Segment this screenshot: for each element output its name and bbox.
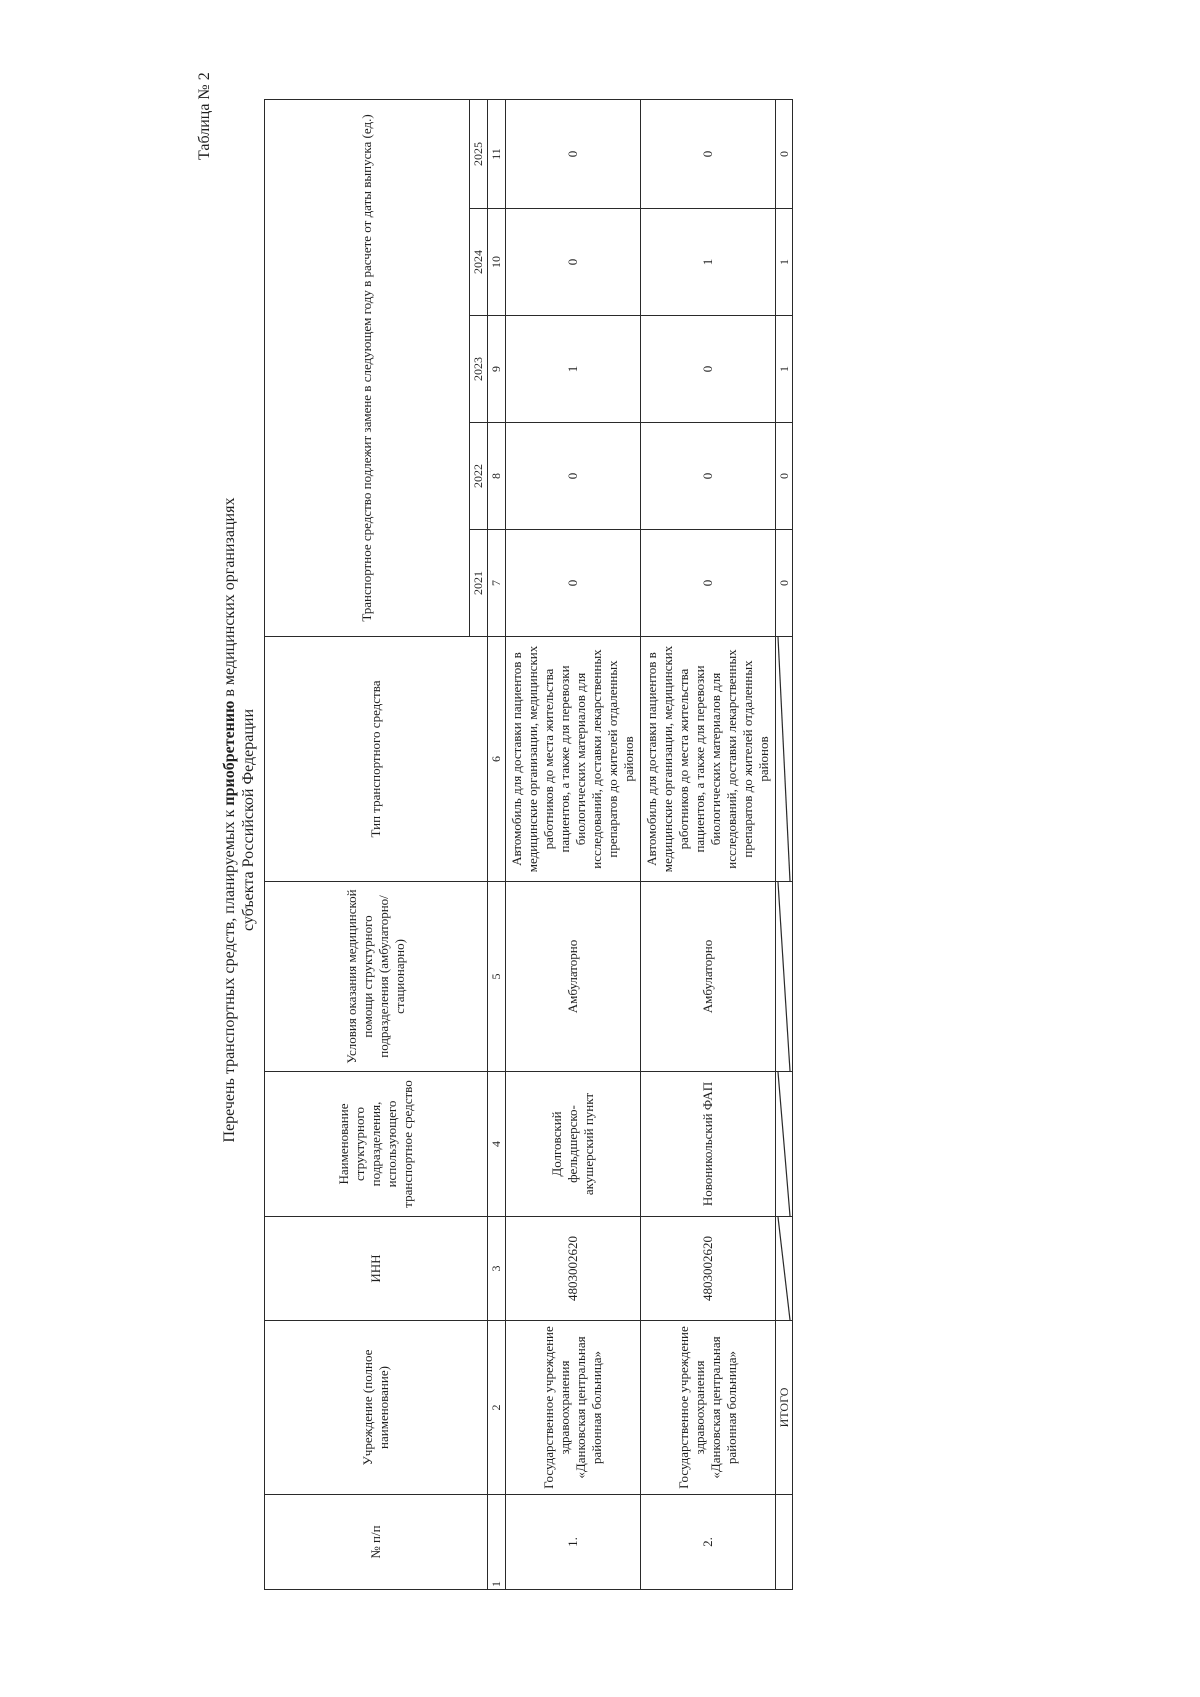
row-institution: Государственное учреждение здравоохранения «Данковская центральная районная больница»: [641, 1321, 776, 1495]
column-number: 6: [488, 637, 506, 882]
header-vehicle-type: Тип транспортного средства: [265, 637, 488, 882]
column-number: 11: [488, 100, 506, 209]
year-header: 2024: [470, 209, 488, 316]
total-crossed-cell: [776, 882, 793, 1072]
row-num: 2.: [641, 1495, 776, 1590]
row-value-2023: 1: [506, 316, 641, 423]
row-value-2025: 0: [641, 100, 776, 209]
strikethrough-line: [777, 1072, 791, 1216]
column-numbers-row: [488, 100, 506, 1590]
strikethrough-line: [777, 637, 791, 881]
column-number: 2: [488, 1321, 506, 1495]
title-part1: Перечень транспортных средств, планируемых к: [221, 805, 238, 1143]
row-value-2022: 0: [641, 423, 776, 530]
year-header: 2022: [470, 423, 488, 530]
header-replacement: Транспортное средство подлежит замене в следующем году в расчете от даты выпуска (ед.): [265, 100, 470, 637]
row-subdivision: Долговский фельдшерско-акушерский пункт: [506, 1072, 641, 1217]
column-number: 7: [488, 530, 506, 637]
header-institution: Учреждение (полное наименование): [265, 1321, 488, 1495]
title-bold: приобретению: [221, 700, 238, 806]
column-number: 8: [488, 423, 506, 530]
header-conditions: Условия оказания медицинской помощи структурного подразделения (амбулаторно/стационарно): [265, 882, 488, 1072]
total-value-2025: 0: [776, 100, 793, 209]
row-institution: Государственное учреждение здравоохранения «Данковская центральная районная больница»: [506, 1321, 641, 1495]
year-header: 2025: [470, 100, 488, 209]
vehicles-table: [264, 99, 793, 1590]
total-crossed-cell: [776, 1217, 793, 1321]
row-value-2022: 0: [506, 423, 641, 530]
row-value-2021: 0: [641, 530, 776, 637]
total-value-2021: 0: [776, 530, 793, 637]
total-value-2022: 0: [776, 423, 793, 530]
row-vehicle-type: Автомобиль для доставки пациентов в медицинские организации, медицинских работников до места жительства пациентов, а также для перевозки биологических материалов для исследований, доставки лекарственных препаратов до жителей отдаленных районов: [506, 637, 641, 882]
row-inn: 4803002620: [506, 1217, 641, 1321]
row-conditions: Амбулаторно: [506, 882, 641, 1072]
row-value-2024: 0: [506, 209, 641, 316]
row-subdivision: Новоникольский ФАП: [641, 1072, 776, 1217]
year-header: 2023: [470, 316, 488, 423]
total-value-2024: 1: [776, 209, 793, 316]
row-inn: 4803002620: [641, 1217, 776, 1321]
strikethrough-line: [777, 1217, 791, 1320]
row-vehicle-type: Автомобиль для доставки пациентов в медицинские организации, медицинских работников до места жительства пациентов, а также для перевозки биологических материалов для исследований, доставки лекарственных препаратов до жителей отдаленных районов: [641, 637, 776, 882]
table-number: Таблица № 2: [196, 72, 213, 160]
column-number: 3: [488, 1217, 506, 1321]
document-title: [220, 470, 258, 1170]
header-inn: ИНН: [265, 1217, 488, 1321]
column-number: 9: [488, 316, 506, 423]
row-value-2021: 0: [506, 530, 641, 637]
total-row: [776, 100, 793, 1590]
row-conditions: Амбулаторно: [641, 882, 776, 1072]
header-subdivision: Наименование структурного подразделения, использующего транспортное средство: [265, 1072, 488, 1217]
total-label: ИТОГО: [776, 1321, 793, 1495]
column-number: 1: [488, 1495, 506, 1590]
title-part2: в медицинских организациях субъекта Российской Федерации: [221, 497, 257, 932]
row-value-2024: 1: [641, 209, 776, 316]
table-row: [506, 100, 641, 1590]
column-number: 4: [488, 1072, 506, 1217]
total-crossed-cell: [776, 1072, 793, 1217]
year-header: 2021: [470, 530, 488, 637]
total-empty-cell: [776, 1495, 793, 1590]
column-number: 10: [488, 209, 506, 316]
rotated-document: [190, 72, 791, 1590]
row-num: 1.: [506, 1495, 641, 1590]
total-crossed-cell: [776, 637, 793, 882]
row-value-2023: 0: [641, 316, 776, 423]
header-num: № п/п: [265, 1495, 488, 1590]
column-number: 5: [488, 882, 506, 1072]
table-row: [641, 100, 776, 1590]
row-value-2025: 0: [506, 100, 641, 209]
total-value-2023: 1: [776, 316, 793, 423]
strikethrough-line: [777, 882, 791, 1071]
